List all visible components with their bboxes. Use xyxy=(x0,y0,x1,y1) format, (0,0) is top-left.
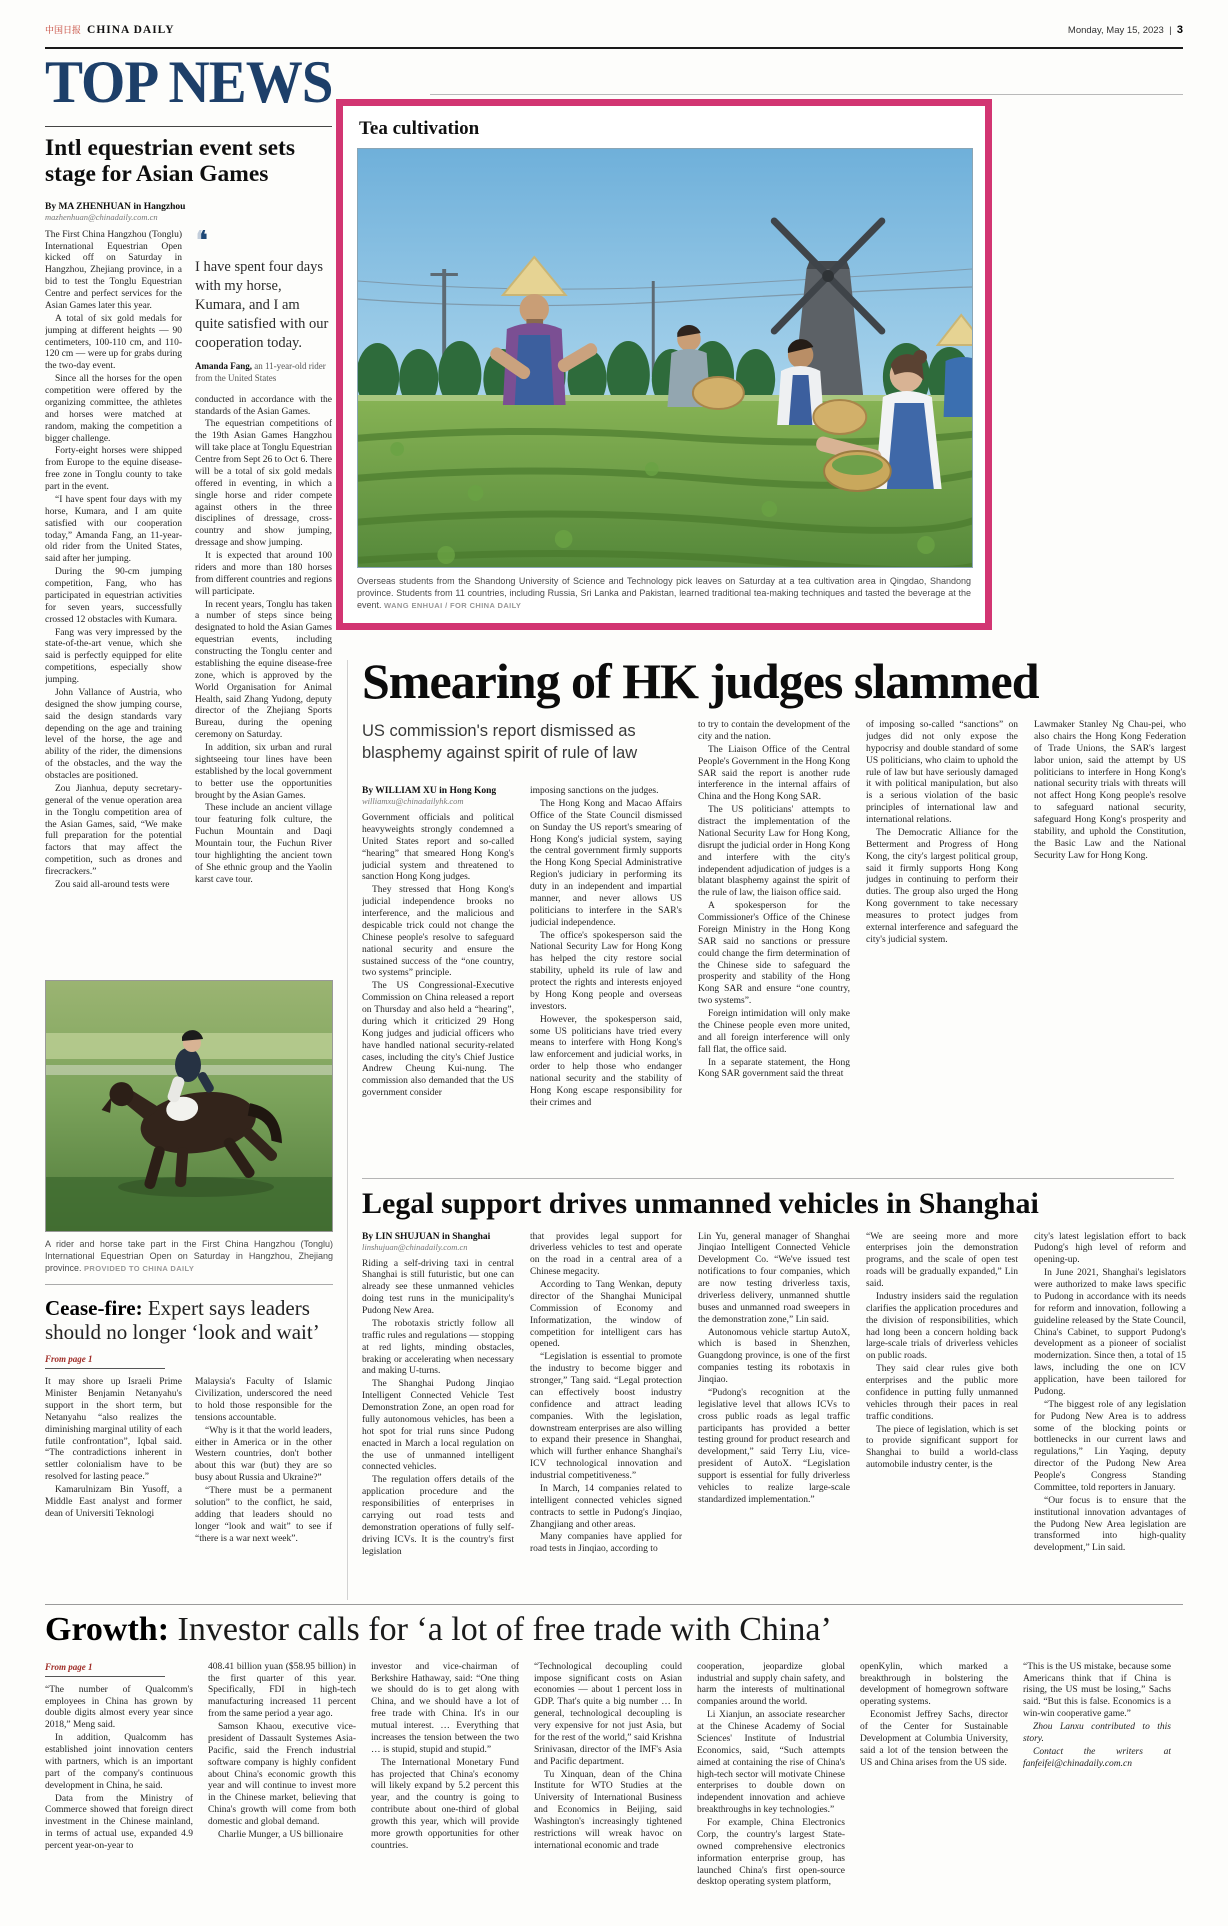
section-title: TOP NEWS xyxy=(45,49,333,115)
paragraph: The Hong Kong and Macao Affairs Office of the State Council dismissed on Sunday the US report's smearing of Hong Kong's judicial system, saying the central government firmly supports the Hong Kong Special Administrative Region's judiciary in performing its duty in an independent and impartial manner, and never allows US politicians to interfere in the SAR's judicial independence. xyxy=(530,798,682,928)
legal-column-5 xyxy=(1034,1232,1186,1594)
article-legal-support xyxy=(362,1188,1186,1594)
paragraph: Zou said all-around tests were xyxy=(55,879,170,890)
growth-column-2 xyxy=(208,1662,356,1902)
paragraph: Tu Xinquan, dean of the China Institute for WTO Studies at the University of International Business and Economics in Beijing, said Washington's increasingly tightened restrictions will wreak havoc on international economic and trade xyxy=(534,1769,682,1851)
paragraph: The piece of legislation, which is set to provide significant support for Shanghai to build a world-class automobile industry center, is the xyxy=(866,1424,1018,1471)
page-number: 3 xyxy=(1176,24,1183,36)
from-page-rule xyxy=(45,1368,165,1369)
growth-column-3 xyxy=(371,1662,519,1902)
paragraph: The regulation offers details of the application procedure and the responsibilities of enterprises in carrying out road tests and demonstration operations of fully self-driving ICVs. It is the country's first legislation xyxy=(362,1475,514,1557)
logo-chinese-text: 中国日报 xyxy=(45,25,82,35)
paragraph: Samson Khaou, executive vice-president of Dassault Systemes Asia-Pacific, said the French industrial software company is highly confident about China's economic growth this year and will continue to invest more in the Chinese market, believing that China's growth will come from both domestic and global demand. xyxy=(208,1722,356,1828)
paragraph: “I have spent four days with my horse, Kumara, and I am quite satisfied with our cooperation today,” Amanda Fang, an 11-year-old rider from the United States, said after her jumping. xyxy=(45,494,182,565)
paragraph: “The number of Qualcomm's employees in China has grown by double digits almost every year since 2018,” Meng said. xyxy=(45,1684,193,1731)
growth-column-6 xyxy=(860,1662,1008,1902)
paragraph: “Legislation is essential to promote the industry to become bigger and stronger,” Tang said. “Legal protection can effectively boost industry confidence and attract leading companies. With the legislation, downstream enterprises are also willing to expand their presence in Shanghai, which will further enhance Shanghai's ICV technological innovation and industrial competitiveness.” xyxy=(530,1352,682,1481)
growth-from-page: From page 1 xyxy=(45,1661,93,1672)
smearing-subhead: US commission's report dismissed as blasphemy against spirit of rule of law xyxy=(362,722,638,763)
legal-headline: Legal support drives unmanned vehicles in Shanghai xyxy=(362,1187,1039,1220)
paragraph: The Shanghai Pudong Jinqiao Intelligent Connected Vehicle Test Demonstration Zone, an open road for fully autonomous vehicles, has been a hot spot for trial runs since Pudong enacted in March a local regulation on the use of unmanned intelligent connected vehicles. xyxy=(362,1379,514,1473)
paragraph: The office's spokesperson said the National Security Law for Hong Kong has helped the city restore social stability, upheld its rule of law and protect the rights and interests enjoyed by Hong Kong people and overseas investors. xyxy=(530,930,682,1012)
paragraph: They stressed that Hong Kong's judicial independence brooks no interference, and the malicious and despicable trick could not change the Chinese people's resolve to safeguard national security and ensure the sustained success of the “one country, two systems” principle. xyxy=(362,885,514,979)
paragraph: Malaysia's Faculty of Islamic Civilization, underscored the need to hold those responsible for the tensions accountable. xyxy=(195,1377,332,1423)
paragraph: Zou Jianhua, deputy secretary-general of the venue operation area in the Tonglu competition area of the Asian Games, said, “We make full preparation for the potential factors that may affect the competition, such as drones and firecrackers.” xyxy=(45,783,182,878)
paragraph: conducted in accordance with the standards of the Asian Games. xyxy=(195,394,332,417)
paragraph: These include an ancient village tour featuring folk culture, the Fuchun Mountain and Daqi Mountain tour, the Fuchun River tour highlighting the ancient town of She ethnic group and the Yaolin karst cave tour. xyxy=(195,803,332,885)
paragraph: imposing sanctions on the judges. xyxy=(530,786,659,796)
paragraph: The Liaison Office of the Central People's Government in the Hong Kong SAR said the report is another rude interference in the internal affairs of China and the Hong Kong SAR. xyxy=(698,744,850,803)
legal-column-2 xyxy=(530,1232,682,1594)
paragraph: In June 2021, Shanghai's legislators were authorized to make laws specific to Pudong in accordance with its needs for reform and innovation, following a guideline released by the State Council, China's Cabinet, to support Pudong's development as a pioneer of socialist modernization. Since then, a total of 15 laws, including the one on ICV application, have been tailored for Pudong. xyxy=(1034,1268,1186,1397)
smearing-column-5 xyxy=(1034,720,1186,1160)
tea-caption-text: Overseas students from the Shandong University of Science and Technology pick leaves on Saturday at a tea cultivation area in Qingdao, Shandong province. Students from 11 countries, including Russia, Sri Lanka and Pakistan, learned traditional tea-making techniques and tasted the beverage at the event. xyxy=(357,576,971,611)
equestrian-byline-email: mazhenhuan@chinadaily.com.cn xyxy=(45,211,158,222)
paragraph: A total of six gold medals for jumping at different heights — 90 centimeters, 100-110 cm, and 110-120 cm — were up for grabs during the two-day event. xyxy=(45,313,182,372)
paragraph: The US politicians' attempts to distract the implementation of the National Security Law for Hong Kong, disrupt the judicial order in Hong Kong and interfere with the city's independent adjudication of judges is a blatant blasphemy against the spirit of the rule of law, the liaison office said. xyxy=(698,805,850,899)
legal-column-1 xyxy=(362,1232,514,1594)
paragraph: “We are seeing more and more enterprises join the demonstration programs, and the scale of open test roads will be gradually expanded,” Lin said. xyxy=(866,1231,1018,1289)
horse-jump-photo xyxy=(45,980,333,1232)
ceasefire-from-page: From page 1 xyxy=(45,1354,93,1365)
paragraph: that provides legal support for driverless vehicles to test and operate on the road in a central area of a Chinese megacity. xyxy=(530,1231,682,1278)
pull-quote xyxy=(195,230,332,385)
paragraph: “Our focus is to ensure that the institutional innovation advantages of the Pudong New Area legislation are transformed into high-quality development,” Lin said. xyxy=(1034,1495,1186,1554)
tea-field-photo xyxy=(357,148,973,568)
paragraph: The US Congressional-Executive Commission on China released a report on Thursday and also held a “hearing”, during which it criticized 29 Hong Kong judges and judicial officers who have handled national security-related cases, including the city's Chief Justice Andrew Cheung Kui-nung. The commission also demanded that the US government consider xyxy=(362,981,514,1099)
paragraph: Lawmaker Stanley Ng Chau-pei, who also chairs the Hong Kong Federation of Trade Unions, the SAR's largest labor union, said the attempt by US politicians to interfere in Hong Kong's national security trials with threats will not affect Hong Kong people's resolve to safeguard national security, safeguard Hong Kong's prosperity and stability, and uphold the Constitution, the Basic Law and the National Security Law for Hong Kong. xyxy=(1034,720,1186,861)
paragraph: In a separate statement, the Hong Kong SAR government said the threat xyxy=(698,1057,850,1080)
tea-photo-credit: WANG ENHUAI / FOR CHINA DAILY xyxy=(384,601,522,611)
ceasefire-headline xyxy=(45,1297,333,1344)
smearing-column-2 xyxy=(530,720,682,1160)
smearing-column-3 xyxy=(698,720,850,1160)
pull-quote-text: I have spent four days with my horse, Kumara, and I am quite satisfied with our cooperation today. xyxy=(195,258,329,352)
dateline xyxy=(1068,24,1183,36)
paragraph: According to Tang Wenkan, deputy director of the Shanghai Municipal Commission of Economy and Informatization, the window of competition for intelligent cars has opened. xyxy=(530,1280,682,1350)
paragraph: In addition, Qualcomm has established joint innovation centers with partners, which is an important part of the company's continuous development in China, he said. xyxy=(45,1733,193,1791)
growth-column-1-text xyxy=(45,1685,193,1853)
paragraph: In recent years, Tonglu has taken a number of steps since being designated to hold the Asian Games equestrian events, including constructing the Tonglu center and establishing the equine disease-free zone, which is approved by the World Organisation for Animal Health, said Zhang Yudong, deputy director of the Zhejiang Sports Bureau, during the opening ceremony on Saturday. xyxy=(195,599,332,741)
paragraph: openKylin, which marked a breakthrough in bolstering the development of homegrown software operating systems. xyxy=(860,1661,1008,1708)
dateline-separator: | xyxy=(1169,25,1172,36)
paragraph: The First China Hangzhou (Tonglu) International Equestrian Open kicked off on Saturday in Hangzhou, Zhejiang province, in a bid to test the Tonglu Equestrian Centre and perfect services for the Asian Games later this year. xyxy=(45,229,182,311)
legal-byline-email: linshujuan@chinadaily.com.cn xyxy=(362,1241,468,1252)
page-header xyxy=(45,20,1183,38)
paragraph: “Pudong's recognition at the legislative level that allows ICVs to cross public roads as legal traffic participants has provided a better testing ground for product research and development,” said Terry Liu, vice-president of AutoX. “Legislation support is essential for fully driverless vehicles to realize large-scale standardized implementation.” xyxy=(698,1387,850,1505)
smearing-column-4 xyxy=(866,720,1018,1160)
ceasefire-column-2 xyxy=(195,1377,332,1582)
paragraph: cooperation, jeopardize global industrial and supply chain safety, and harm the interests of multinational companies around the world. xyxy=(697,1661,845,1708)
paragraph: “The biggest role of any legislation for Pudong New Area is to address some of the blocking points or bottlenecks in our current laws and regulations,” Lin Yaqing, deputy director of the Pudong New Area People's Congress Standing Committee, told reporters in January. xyxy=(1034,1399,1186,1493)
paragraph: “There must be a permanent solution” to the conflict, he said, adding that leaders should no longer “look and wait” to see if “there is a war next week”. xyxy=(195,1486,332,1544)
date-text: Monday, May 15, 2023 xyxy=(1067,25,1164,36)
tea-photo-caption xyxy=(357,575,971,611)
section-under-rule xyxy=(45,126,332,127)
article-ceasefire xyxy=(45,1284,333,1582)
ceasefire-headline-rest: Expert says leaders should no longer ‘look and wait’ xyxy=(45,1296,320,1344)
article-smearing xyxy=(362,653,1186,1160)
paragraph: A spokesperson for the Commissioner's Office of the Chinese Foreign Ministry in the Hong Kong SAR said no sanctions or pressure could change the firm determination of the Chinese side to safeguard the prosperity and stability of the Hong Kong SAR and ensure “one country, two systems”. xyxy=(698,901,850,1007)
paragraph: It may shore up Israeli Prime Minister Benjamin Netanyahu's support in the short term, but Netanyahu “also realizes the diminishing marginal utility of each futile confrontation”, Iqbal said. “The contradictions inherent in settler colonialism have to be resolved for lasting peace.” xyxy=(45,1377,182,1483)
smearing-legal-divider xyxy=(362,1178,1174,1179)
smearing-column-1 xyxy=(362,720,514,1160)
paragraph: Lin Yu, general manager of Shanghai Jinqiao Intelligent Connected Vehicle Development Co. “We've issued test notifications to four companies, which are now testing driverless taxis, driverless delivery, unmanned shuttle buses and unmanned road sweepers in the demonstration zone,” Lin said. xyxy=(698,1231,850,1325)
quote-attribution-name: Amanda Fang, xyxy=(195,361,253,372)
quote-attribution-role: an 11-year-old rider from the United States xyxy=(195,361,326,383)
paragraph: They said clear rules give both enterprises and the public more confidence in putting fully unmanned vehicles through their paces in real traffic conditions. xyxy=(866,1364,1018,1422)
logo-english-text: CHINA DAILY xyxy=(87,24,175,36)
paragraph: Government officials and political heavyweights strongly condemned a United States report and so-called “hearing” that smeared Hong Kong's judicial system and threatened to sanction Hong Kong judges. xyxy=(362,813,514,883)
paragraph: Riding a self-driving taxi in central Shanghai is still futuristic, but one can already see these unmanned vehicles doing test runs in the municipality's Pudong New Area. xyxy=(362,1258,514,1316)
smearing-byline: By WILLIAM XU in Hong Kong xyxy=(362,786,497,796)
paragraph: In addition, six urban and rural sightseeing tour lines have been established by the local government to better use the opportunities brought by the Asian Games. xyxy=(195,743,332,801)
article-equestrian xyxy=(45,136,333,1582)
equestrian-byline: By MA ZHENHUAN in Hangzhou xyxy=(45,201,186,212)
paragraph: to try to contain the development of the city and the nation. xyxy=(698,720,850,742)
growth-headline-lead: Growth: xyxy=(45,1611,170,1648)
growth-headline xyxy=(45,1612,1183,1648)
horse-photo-caption xyxy=(45,1238,333,1274)
paragraph: Since all the horses for the open competition were offered by the organizing committee, the athletes and horses were matched at random, making the competition a bigger challenge. xyxy=(45,374,182,444)
paragraph: In March, 14 companies related to intelligent connected vehicles signed contracts to settle in Pudong's Jinqiao, Zhangjiang and other areas. xyxy=(530,1483,682,1530)
paragraph: The robotaxis strictly follow all traffic rules and regulations — stopping at red lights, minding obstacles, braking or accelerating when necessary and making U-turns. xyxy=(362,1318,514,1377)
pull-quote-attribution xyxy=(195,361,332,384)
horse-caption-text: A rider and horse take part in the First China Hangzhou (Tonglu) International Equestrian Open on Saturday in Hangzhou, Zhejiang province. xyxy=(45,1238,333,1273)
paragraph: Foreign intimidation will only make the Chinese people even more united, and all foreign interference will only fall flat, the office said. xyxy=(698,1009,850,1055)
paragraph: Industry insiders said the regulation clarifies the application procedures and the division of responsibilities, which had long been a concern holding back large-scale trials of driverless vehicles on public roads. xyxy=(866,1291,1018,1362)
paragraph: Many companies have applied for road tests in Jinqiao, according to xyxy=(530,1532,682,1555)
horse-photo-credit: PROVIDED TO CHINA DAILY xyxy=(84,1263,195,1273)
paragraph: However, the spokesperson said, some US politicians have tried every means to interfere with Hong Kong's law enforcement and judicial works, in order to help those who endanger national security and the stability of Hong Kong escape responsibility for their crimes and xyxy=(530,1014,682,1108)
article-growth xyxy=(45,1612,1183,1902)
paragraph: Economist Jeffrey Sachs, director of the Center for Sustainable Development at Columbia University, said a lot of the tension between the US and China arises from the US side. xyxy=(860,1710,1008,1768)
legal-column-1-text xyxy=(362,1259,514,1559)
smearing-byline-email: williamxu@chinadailyhk.com xyxy=(362,796,464,806)
equestrian-column-2-text xyxy=(195,395,332,887)
tea-cultivation-highlight-box xyxy=(336,99,992,630)
paragraph: Contact the writers at fanfeifei@chinadaily.com.cn xyxy=(1023,1746,1171,1769)
paragraph: The equestrian competitions of the 19th Asian Games Hangzhou will take place at Tonglu Equestrian Centre from Sept 26 to Oct 6. There will be a total of six gold medals offered in eventing, in which a single horse and rider compete against others in the three disciplines of dressage, cross-country and show jumping, dressage and show jumping. xyxy=(195,419,332,549)
column-separator xyxy=(347,660,348,1600)
section-side-rule xyxy=(430,94,1183,95)
paragraph: Data from the Ministry of Commerce showed that foreign direct investment in the Chinese mainland, in terms of actual use, expanded 4.9 percent year-on-year to xyxy=(45,1793,193,1852)
legal-byline: By LIN SHUJUAN in Shanghai xyxy=(362,1231,491,1242)
china-daily-logo xyxy=(45,20,175,38)
paragraph: Zhou Lanxu contributed to this story. xyxy=(1023,1722,1171,1744)
growth-from-page-rule xyxy=(45,1676,165,1677)
smearing-headline: Smearing of HK judges slammed xyxy=(362,653,1039,709)
equestrian-column-1 xyxy=(45,230,182,972)
paragraph: “This is the US mistake, because some Americans think that if China is rising, the US must be losing,” Sachs said. “But this is false. Economics is a win-win cooperative game.” xyxy=(1023,1661,1171,1720)
paragraph: “Technological decoupling could impose significant costs on Asian economies — about 1 percent loss in GDP. That's quite a big number … In general, technological decoupling is very expensive for not just Asia, but for the rest of the world,” said Krishna Srinivasan, director of the IMF's Asia and Pacific department. xyxy=(534,1661,682,1767)
paragraph: Autonomous vehicle startup AutoX, which is based in Shenzhen, Guangdong province, is one of the first companies testing its robotaxis in Jinqiao. xyxy=(698,1327,850,1385)
paragraph: During the 90-cm jumping competition, Fang, who has participated in equestrian activities for seven years, successfully crossed 12 obstacles with Kumara. xyxy=(45,567,182,625)
growth-column-1 xyxy=(45,1662,193,1902)
paragraph: For example, China Electronics Corp, the country's largest State-owned comprehensive electronics information enterprise group, has launched China's first open-source desktop operating system platform, xyxy=(697,1818,845,1888)
growth-headline-rest: Investor calls for ‘a lot of free trade with China’ xyxy=(169,1611,832,1648)
paragraph: Fang was very impressed by the state-of-the-art venue, which she said is perfectly equipped for elite competitions, especially show jumping. xyxy=(45,627,182,686)
paragraph: 408.41 billion yuan ($58.95 billion) in the first quarter of this year. Specifically, FDI in high-tech manufacturing increased 11 percent from the same period a year ago. xyxy=(208,1661,356,1720)
paragraph: Kamarulnizam Bin Yusoff, a Middle East analyst and former dean of Universiti Teknologi xyxy=(45,1485,182,1519)
paragraph: Charlie Munger, a US billionaire xyxy=(218,1829,343,1840)
paragraph: The Democratic Alliance for the Betterment and Progress of Hong Kong, the city's largest political group, said it firmly supports Hong Kong judges in continuing to perform their duties. The group also urged the Hong Kong government to take necessary measures to protect judges from external interference and safeguard the city's judicial system. xyxy=(866,827,1018,945)
paragraph: John Vallance of Austria, who designed the show jumping course, said the design standards vary depending on the age and training level of the horse, the age and ability of the rider, the dimensions of the obstacles, and the way the obstacles are positioned. xyxy=(45,687,182,782)
quote-icon: ❛❛ xyxy=(195,229,203,258)
growth-column-4 xyxy=(534,1662,682,1902)
growth-column-5 xyxy=(697,1662,845,1902)
ceasefire-divider xyxy=(45,1284,333,1285)
paragraph: Forty-eight horses were shipped from Europe to the equine disease-free zone in Tonglu county to take part in the event. xyxy=(45,446,182,493)
legal-column-3 xyxy=(698,1232,850,1594)
paragraph: Li Xianjun, an associate researcher at the Chinese Academy of Social Sciences' Institute of Industrial Economics, said, “Such attempts aimed at containing the rise of China's high-tech sector will motivate Chinese enterprises to double down on independent innovation and achieve breakthroughs in key technologies.” xyxy=(697,1710,845,1816)
paragraph: It is expected that around 100 riders and more than 180 horses from different countries and regions will participate. xyxy=(195,551,332,597)
paragraph: The International Monetary Fund has projected that China's economy will likely expand by 5.2 percent this year, and the country is going to contribute about one-third of global growth this year, which will provide more growth opportunities for other countries. xyxy=(371,1757,519,1851)
horse-jump-photo-art xyxy=(46,981,332,1231)
equestrian-headline: Intl equestrian event sets stage for Asian Games xyxy=(45,135,295,187)
paragraph: city's latest legislation effort to back Pudong's high level of reform and opening-up. xyxy=(1034,1231,1186,1266)
paragraph: of imposing so-called “sanctions” on judges did not only expose the hypocrisy and double standard of some US politicians, who claim to uphold the rule of law but have seriously damaged it with political manipulation, but also is a serious violation of the basic principles of international law and international relations. xyxy=(866,720,1018,825)
legal-column-4 xyxy=(866,1232,1018,1594)
smearing-column-1-text xyxy=(362,813,514,1100)
equestrian-column-2 xyxy=(195,230,332,972)
ceasefire-headline-lead: Cease-fire: xyxy=(45,1296,143,1321)
growth-column-7 xyxy=(1023,1662,1171,1902)
paragraph: investor and vice-chairman of Berkshire Hathaway, said: “One thing we should do is to get along with China, and we should have a lot of free trade with China. It's in our mutual interest. … Everything that increases the tension between the two … is stupid, stupid and stupid.” xyxy=(371,1661,519,1755)
growth-divider xyxy=(45,1604,1183,1605)
tea-kicker: Tea cultivation xyxy=(359,118,480,139)
paragraph: “Why is it that the world leaders, either in America or in the other Western countries, don't bother about this war (but) they are so busy about Russia and Ukraine?” xyxy=(195,1425,332,1484)
ceasefire-column-1 xyxy=(45,1377,182,1582)
